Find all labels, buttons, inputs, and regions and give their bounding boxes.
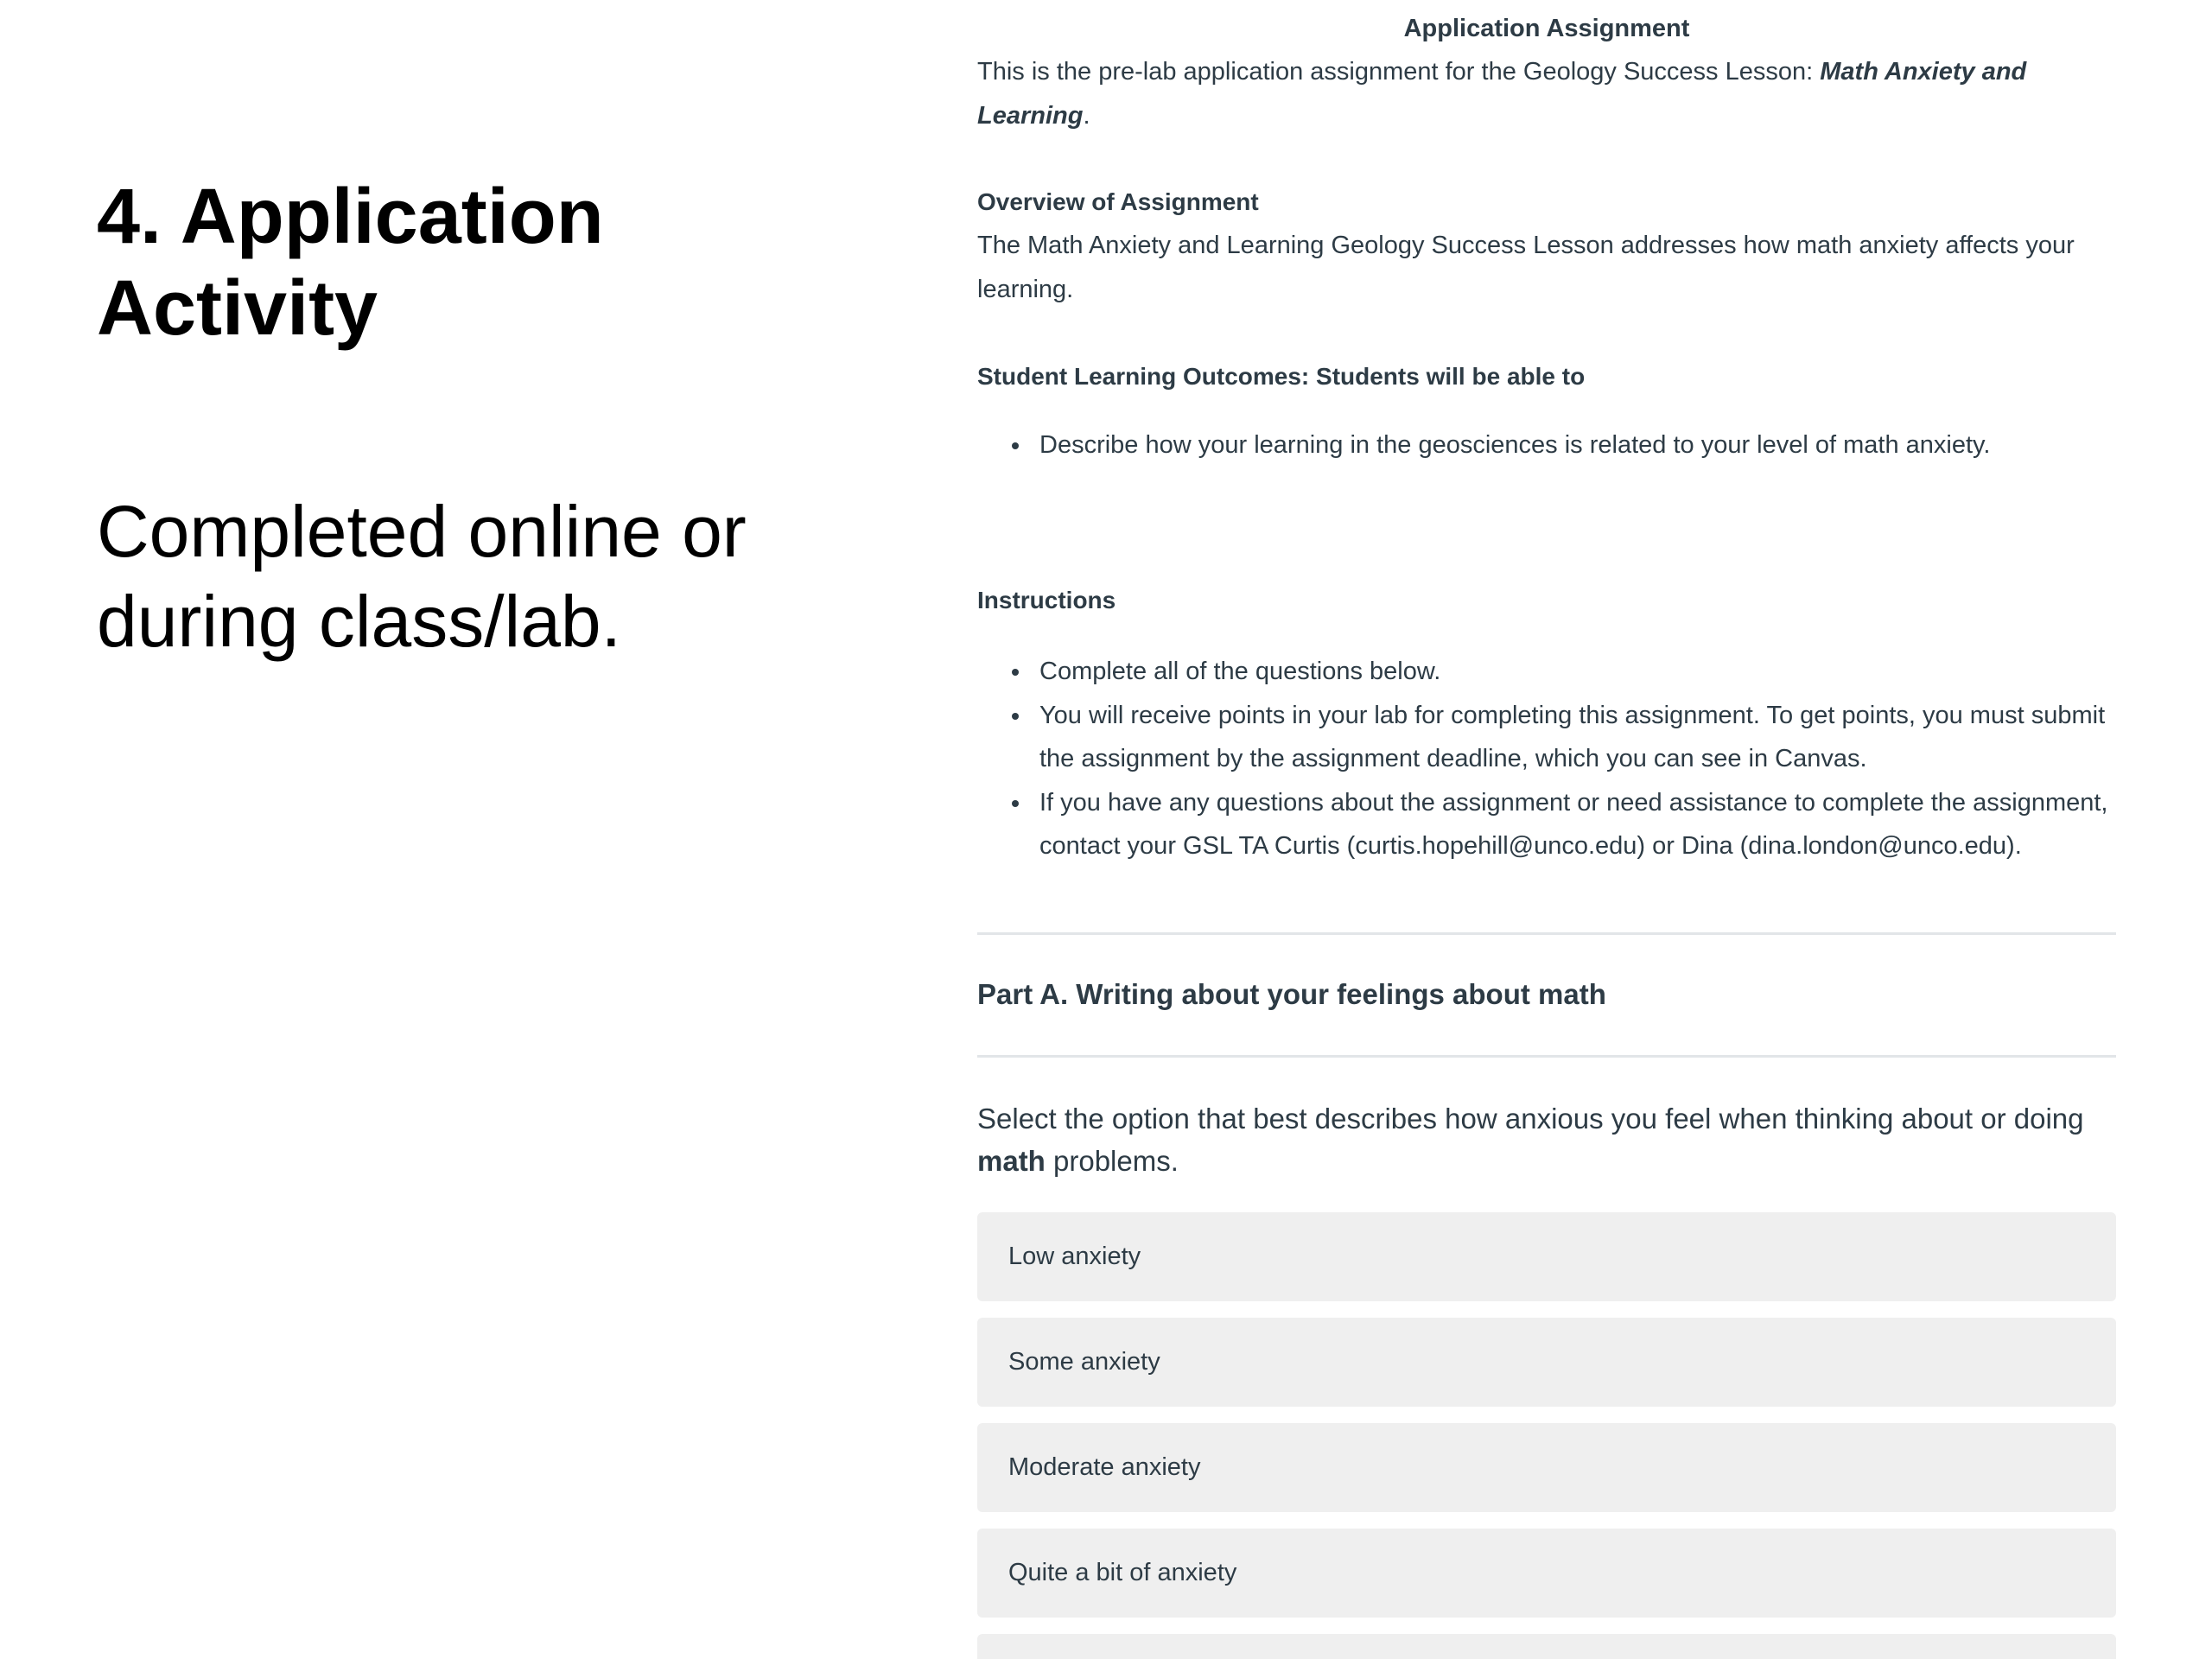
divider — [977, 1055, 2116, 1058]
bullet-icon — [1012, 713, 1019, 720]
overview-heading: Overview of Assignment — [977, 188, 1259, 215]
divider — [977, 932, 2116, 935]
list-item — [977, 650, 2116, 694]
intro-paragraph — [977, 50, 2116, 137]
slide-subtitle-line-2: during class/lab. — [97, 581, 621, 662]
bullet-icon — [1012, 800, 1019, 807]
part-a-title: Part A. Writing about your feelings about math — [977, 978, 1606, 1010]
assignment-title: Application Assignment — [1403, 15, 1690, 42]
slide-subtitle-line-1: Completed online or — [97, 491, 747, 572]
question-prompt — [977, 1097, 2116, 1182]
question-end: problems. — [1045, 1145, 1179, 1177]
answer-option-moderate-anxiety[interactable]: Moderate anxiety — [977, 1423, 2116, 1512]
instruction-text: Complete all of the questions below. — [1039, 658, 1441, 685]
slide-subtitle — [97, 486, 874, 666]
intro-lesson-name: Math Anxiety and Learning — [977, 58, 2027, 130]
instruction-text: If you have any questions about the assignment or need assistance to complete the assignment, contact your GSL TA Curtis (curtis.hopehill@unco.edu) or Dina (dina.london@unco.edu). — [1039, 788, 2108, 860]
slide-title-line-2: Activity — [97, 265, 378, 352]
outcome-text: Describe how your learning in the geosciences is related to your level of math anxiety. — [1039, 431, 1991, 459]
list-item — [977, 423, 2116, 467]
outcomes-heading: Student Learning Outcomes: Students will be able to — [977, 363, 1586, 390]
answer-option-low-anxiety[interactable]: Low anxiety — [977, 1212, 2116, 1301]
instruction-text: You will receive points in your lab for completing this assignment. To get points, you must submit the assignment by the assignment deadline, which you can see in Canvas. — [1039, 701, 2106, 772]
answer-option-partial[interactable] — [977, 1634, 2116, 1659]
overview-text: The Math Anxiety and Learning Geology Success Lesson addresses how math anxiety affects your learning. — [977, 232, 2075, 303]
answer-option-some-anxiety[interactable]: Some anxiety — [977, 1318, 2116, 1407]
question-emphasis: math — [977, 1145, 1046, 1177]
bullet-icon — [1012, 442, 1019, 449]
bullet-icon — [1012, 669, 1019, 676]
answer-option-quite-a-bit-of-anxiety[interactable]: Quite a bit of anxiety — [977, 1529, 2116, 1618]
slide-title-line-1: 4. Application — [97, 174, 604, 260]
list-item — [977, 781, 2116, 868]
instructions-list — [977, 650, 2116, 868]
intro-text: This is the pre-lab application assignment for the Geology Success Lesson: — [977, 58, 1821, 86]
instructions-heading: Instructions — [977, 587, 1116, 613]
slide-title — [97, 171, 874, 354]
list-item — [977, 694, 2116, 781]
intro-end: . — [1083, 101, 1090, 130]
question-text: Select the option that best describes how anxious you feel when thinking about or doing — [977, 1103, 2084, 1135]
outcomes-list — [977, 423, 2116, 467]
